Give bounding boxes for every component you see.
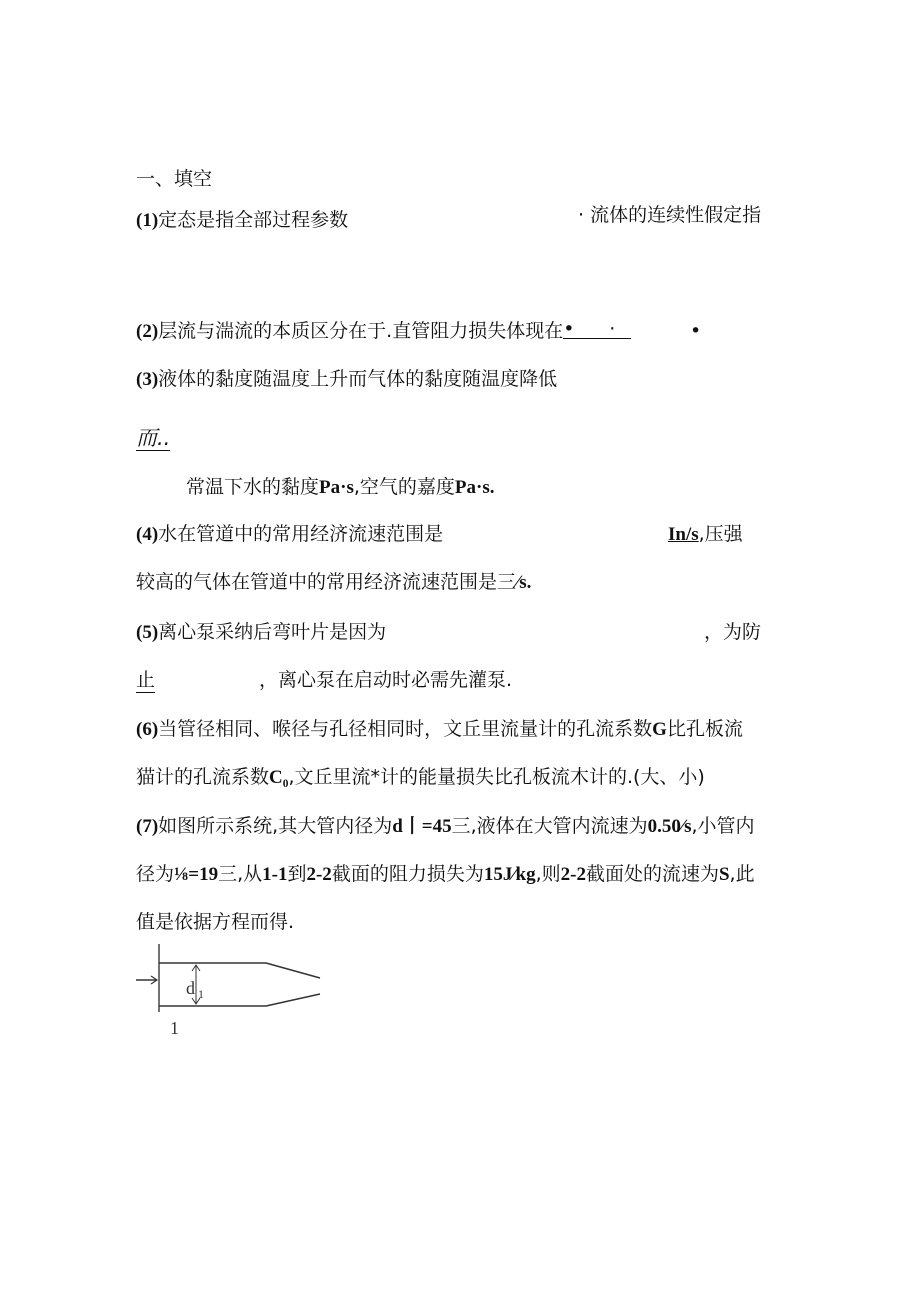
question-7-line-3: 值是依据方程而得. bbox=[136, 911, 295, 933]
question-7-text-b: 三,液体在大管内流速为 bbox=[451, 815, 648, 837]
question-7-line-2-c: 到 bbox=[287, 863, 307, 885]
question-4-text: 水在管道中的常用经济流速范围是 bbox=[158, 523, 444, 545]
question-7 bbox=[136, 814, 755, 839]
question-1 bbox=[136, 208, 348, 233]
question-7-line-2-f: 截面处的流速为 bbox=[585, 863, 719, 885]
question-2 bbox=[136, 319, 631, 344]
reducer-bottom-wall bbox=[266, 994, 320, 1006]
question-5-text: 离心泵采纳后弯叶片是因为 bbox=[158, 621, 387, 643]
question-6-symbol-1: G bbox=[652, 719, 667, 740]
question-7-line-2 bbox=[136, 862, 755, 887]
question-6-line-2 bbox=[136, 765, 705, 790]
question-7-section-3: 2-2 bbox=[560, 864, 586, 885]
question-4-line-2-unit: ∕s. bbox=[516, 572, 532, 593]
question-7-loss: 15J∕kg bbox=[483, 864, 536, 885]
question-3-cont-text: 而.. bbox=[136, 426, 171, 450]
d1-label-subscript: 1 bbox=[198, 987, 204, 1001]
question-6-text: 当管径相同、喉径与孔径相同时，文丘里流量计的孔流系数 bbox=[158, 718, 653, 740]
question-1-number: (1) bbox=[136, 210, 159, 231]
question-6 bbox=[136, 717, 743, 742]
question-6-text-b: 比孔板流 bbox=[666, 718, 743, 740]
question-3-unit-2: Pa·s. bbox=[454, 477, 495, 498]
question-7-section-1: 1-1 bbox=[262, 864, 288, 885]
reducer-top-wall bbox=[266, 963, 320, 978]
question-6-number: (6) bbox=[136, 719, 159, 740]
question-7-line-2-a: 径为 bbox=[136, 863, 175, 885]
question-4-line-2-text: 较高的气体在管道中的常用经济流速范围是三 bbox=[136, 571, 517, 593]
question-3-line-2 bbox=[186, 475, 495, 500]
question-7-line-2-d: 截面的阻力损失为 bbox=[331, 863, 484, 885]
question-3-text: 液体的黏度随温度上升而气体的黏度随温度降低 bbox=[158, 368, 558, 390]
pipe-figure bbox=[130, 940, 330, 1045]
question-7-line-2-g: ,此 bbox=[729, 863, 755, 885]
question-6-symbol-2: C₀ bbox=[269, 767, 289, 788]
question-7-v2: S bbox=[718, 864, 730, 885]
question-6-line-2-a: 猫计的孔流系数 bbox=[136, 766, 270, 788]
question-4 bbox=[136, 522, 443, 547]
question-5 bbox=[136, 620, 386, 645]
question-4-line-2 bbox=[136, 570, 531, 595]
question-5-line-2-b: ，离心泵在启动时必需先灌泵. bbox=[259, 669, 513, 691]
question-4-unit: In/s bbox=[668, 524, 699, 545]
question-4-right-text: ,压强 bbox=[698, 523, 743, 545]
section-1-label: 1 bbox=[170, 1018, 179, 1038]
question-5-line-2 bbox=[136, 668, 512, 693]
question-6-line-2-b: ,文丘里流*计的能量损失比孔板流木计的.(大、小) bbox=[288, 766, 705, 788]
section-heading: 一、填空 bbox=[136, 168, 213, 190]
question-2-dot-2: · bbox=[609, 318, 616, 340]
question-3 bbox=[136, 367, 557, 392]
question-2-blank bbox=[563, 320, 631, 339]
question-3-line-2-a: 常温下水的黏度 bbox=[186, 476, 320, 498]
question-7-text-c: ,小管内 bbox=[691, 815, 755, 837]
question-1-text: 定态是指全部过程参数 bbox=[158, 209, 349, 231]
question-4-number: (4) bbox=[136, 524, 159, 545]
question-2-dot-1: • bbox=[563, 318, 575, 340]
question-2-text: 层流与湍流的本质区分在于.直管阻力损失体现在 bbox=[158, 320, 564, 342]
question-5-number: (5) bbox=[136, 622, 159, 643]
question-1-right-text: · 流体的连续性假定指 bbox=[578, 204, 762, 226]
question-7-v1: 0.50∕s bbox=[647, 816, 692, 837]
question-7-line-2-e: ,则 bbox=[535, 863, 561, 885]
question-3-continuation bbox=[136, 426, 170, 450]
question-5-right-text: ，为防 bbox=[704, 621, 762, 643]
question-7-text-a: 如图所示系统,其大管内径为 bbox=[158, 815, 393, 837]
question-7-d1: d丨=45 bbox=[392, 816, 452, 837]
question-4-right bbox=[668, 522, 743, 547]
question-7-number: (7) bbox=[136, 816, 159, 837]
question-3-number: (3) bbox=[136, 369, 159, 390]
question-2-number: (2) bbox=[136, 321, 159, 342]
question-7-d2: ⅛=19 bbox=[174, 864, 219, 885]
d1-label: d bbox=[186, 978, 195, 998]
question-2-dot-3: • bbox=[690, 320, 702, 342]
question-3-line-2-b: ,空气的嘉度 bbox=[353, 476, 455, 498]
question-3-unit-1: Pa·s bbox=[319, 477, 354, 498]
question-7-section-2: 2-2 bbox=[306, 864, 332, 885]
question-5-line-2-a: 止 bbox=[136, 669, 156, 691]
question-7-line-2-b: 三,从 bbox=[218, 863, 263, 885]
